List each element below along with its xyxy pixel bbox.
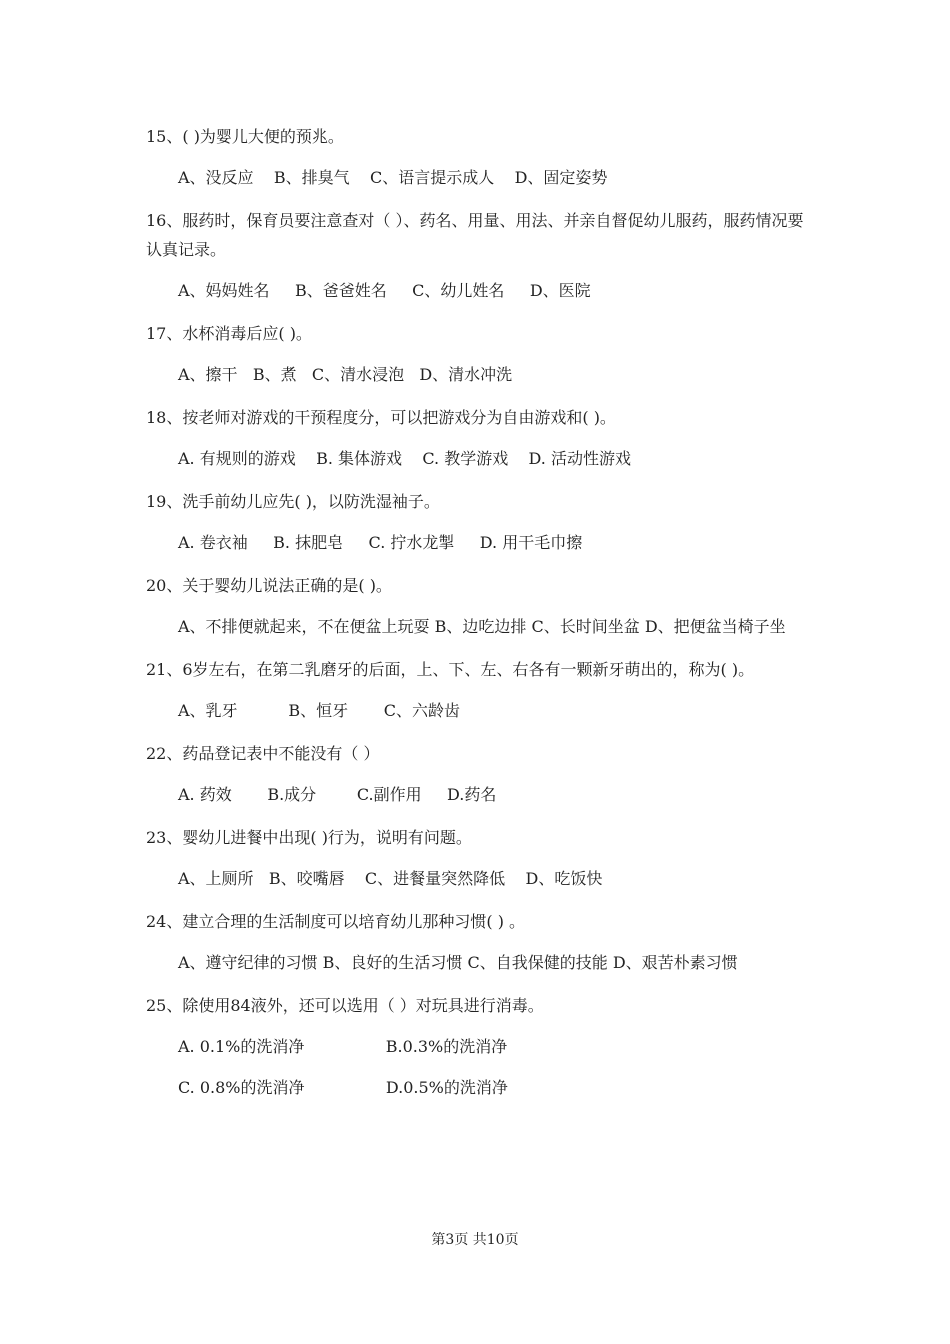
question-list	[146, 122, 808, 1102]
question-stem: 16、服药时，保育员要注意查对（ ）、药名、用量、用法、并亲自督促幼儿服药，服药情况要认真记录。	[146, 211, 804, 259]
question-22	[146, 739, 808, 809]
question-stem: 21、6岁左右，在第二乳磨牙的后面，上、下、左、右各有一颗新牙萌出的，称为( )。	[146, 660, 755, 679]
question-stem: 20、关于婴幼儿说法正确的是( )。	[146, 576, 392, 595]
question-18	[146, 403, 808, 473]
question-19	[146, 487, 808, 557]
question-stem: 23、婴幼儿进餐中出现( )行为，说明有问题。	[146, 828, 472, 847]
question-16	[146, 206, 808, 305]
question-stem: 25、除使用84液外，还可以选用（ ）对玩具进行消毒。	[146, 996, 544, 1015]
question-options: A. 有规则的游戏 B. 集体游戏 C. 教学游戏 D. 活动性游戏	[178, 449, 631, 468]
question-options: A、擦干 B、煮 C、清水浸泡 D、清水冲洗	[178, 365, 513, 384]
question-21	[146, 655, 808, 725]
question-23	[146, 823, 808, 893]
question-stem: 22、药品登记表中不能没有（ ）	[146, 744, 380, 763]
question-options: A、没反应 B、排臭气 C、语言提示成人 D、固定姿势	[178, 168, 608, 187]
question-options: A、乳牙 B、恒牙 C、六龄齿	[178, 701, 461, 720]
question-options: A. 0.1%的洗消净 B.0.3%的洗消净	[178, 1037, 508, 1056]
question-stem: 15、( )为婴儿大便的预兆。	[146, 127, 344, 146]
question-options: A、不排便就起来，不在便盆上玩耍 B、边吃边排 C、长时间坐盆 D、把便盆当椅子坐	[178, 617, 786, 636]
question-options: A、遵守纪律的习惯 B、良好的生活习惯 C、自我保健的技能 D、艰苦朴素习惯	[178, 953, 738, 972]
question-options: A. 卷衣袖 B. 抹肥皂 C. 拧水龙掣 D. 用干毛巾擦	[178, 533, 583, 552]
question-options: A. 药效 B.成分 C.副作用 D.药名	[178, 785, 497, 804]
question-stem: 19、洗手前幼儿应先( )，以防洗湿袖子。	[146, 492, 440, 511]
question-25	[146, 991, 808, 1102]
question-options: A、上厕所 B、咬嘴唇 C、进餐量突然降低 D、吃饭快	[178, 869, 603, 888]
question-17	[146, 319, 808, 389]
question-options: C. 0.8%的洗消净 D.0.5%的洗消净	[178, 1078, 508, 1097]
question-20	[146, 571, 808, 641]
question-options: A、妈妈姓名 B、爸爸姓名 C、幼儿姓名 D、医院	[178, 281, 591, 300]
question-stem: 24、建立合理的生活制度可以培育幼儿那种习惯( ) 。	[146, 912, 526, 931]
question-stem: 18、按老师对游戏的干预程度分，可以把游戏分为自由游戏和( )。	[146, 408, 616, 427]
question-stem: 17、水杯消毒后应( )。	[146, 324, 312, 343]
page-footer: 第3页 共10页	[431, 1232, 519, 1248]
question-24	[146, 907, 808, 977]
question-15	[146, 122, 808, 192]
